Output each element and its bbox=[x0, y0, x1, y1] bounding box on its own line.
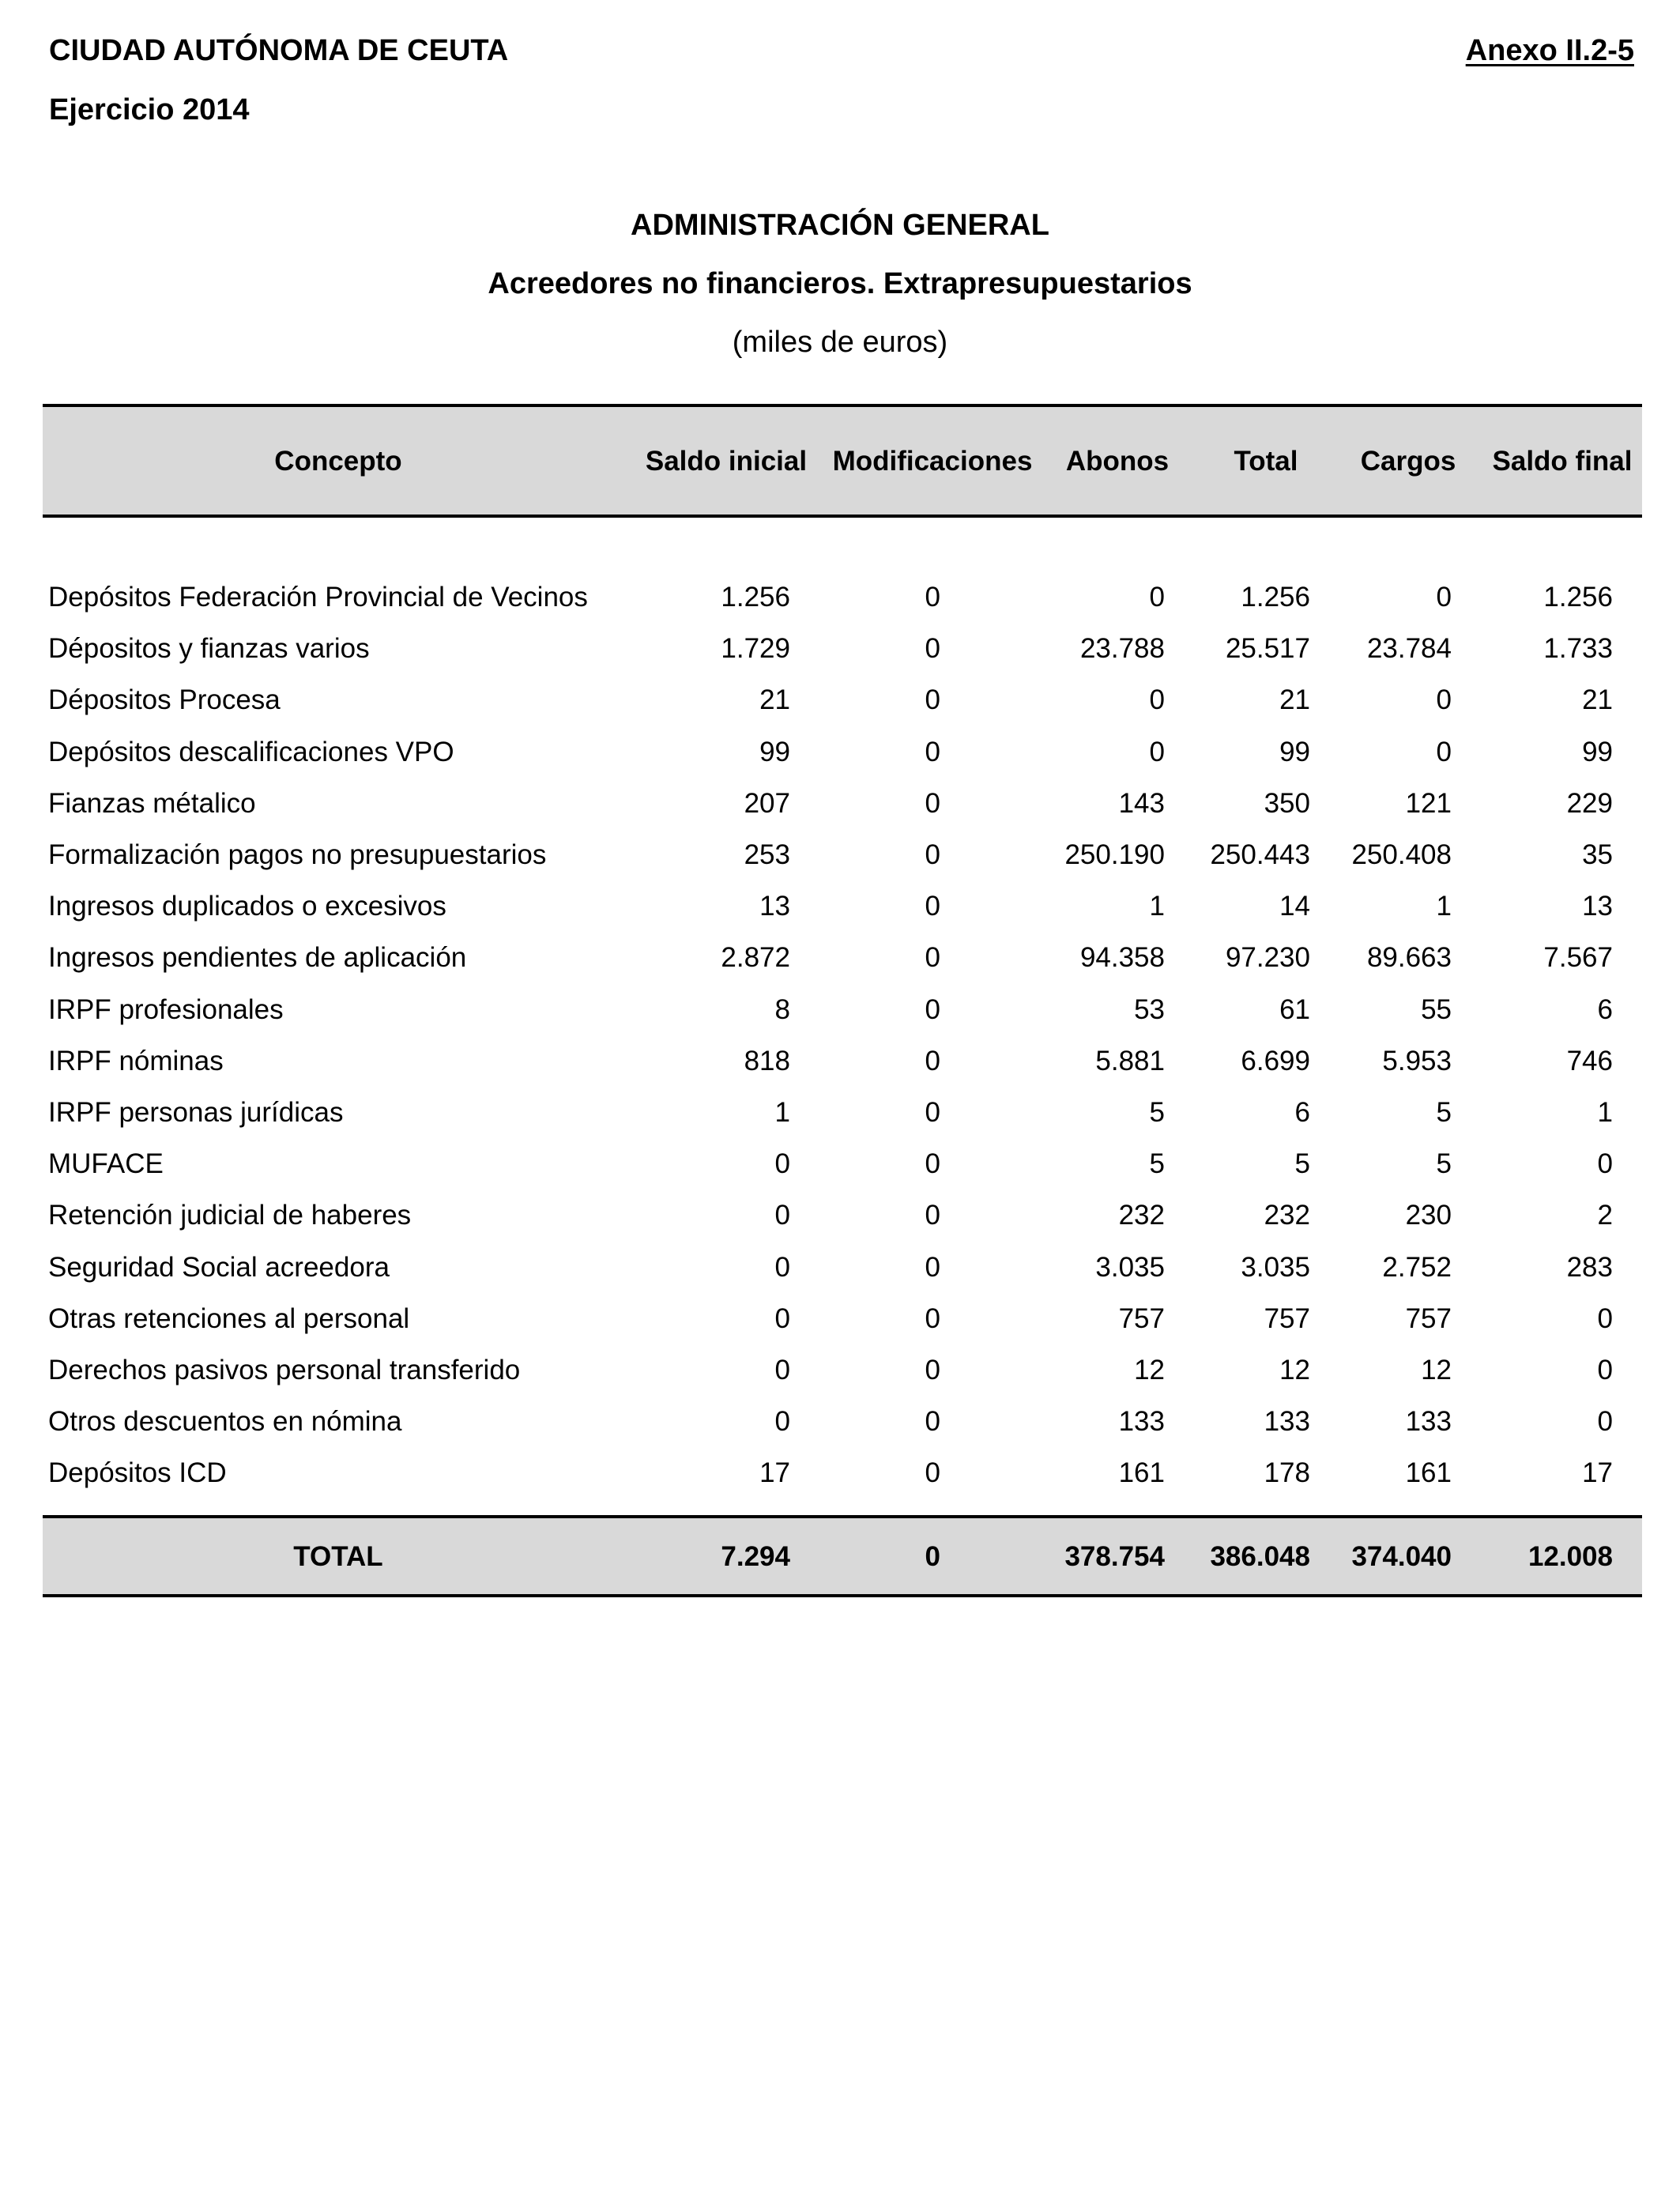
cell-total: 99 bbox=[1279, 737, 1310, 767]
cell-abonos: 1 bbox=[1149, 891, 1165, 922]
column-header-total: Total bbox=[1234, 446, 1298, 477]
cell-cargos: 757 bbox=[1405, 1303, 1452, 1334]
cell-abonos: 23.788 bbox=[1079, 633, 1165, 664]
cell-saldo-inicial: 0 bbox=[774, 1200, 790, 1231]
cell-modificaciones: 0 bbox=[925, 1457, 940, 1488]
cell-saldo-final: 229 bbox=[1566, 788, 1613, 819]
row-label: Seguridad Social acreedora bbox=[48, 1252, 390, 1283]
cell-abonos: 53 bbox=[1134, 994, 1165, 1025]
cell-cargos: 133 bbox=[1405, 1406, 1452, 1437]
row-label: Ingresos duplicados o excesivos bbox=[48, 891, 446, 922]
column-header-concepto: Concepto bbox=[274, 446, 402, 477]
cell-saldo-inicial: 1.729 bbox=[721, 633, 790, 664]
cell-modificaciones: 0 bbox=[925, 839, 940, 870]
cell-abonos: 757 bbox=[1118, 1303, 1165, 1334]
cell-abonos: 133 bbox=[1118, 1406, 1165, 1437]
cell-saldo-inicial: 13 bbox=[759, 891, 790, 922]
cell-saldo-inicial: 21 bbox=[759, 684, 790, 715]
cell-abonos: 0 bbox=[1149, 582, 1165, 613]
cell-total: 21 bbox=[1279, 684, 1310, 715]
total-total: 386.048 bbox=[1210, 1541, 1310, 1572]
table-header-rule bbox=[43, 515, 1642, 518]
cell-cargos: 5 bbox=[1436, 1148, 1452, 1179]
row-label: Fianzas métalico bbox=[48, 788, 256, 819]
cell-cargos: 12 bbox=[1421, 1355, 1452, 1385]
cell-saldo-inicial: 2.872 bbox=[721, 942, 790, 973]
cell-cargos: 5 bbox=[1436, 1097, 1452, 1128]
cell-cargos: 23.784 bbox=[1366, 633, 1452, 664]
annex-reference: Anexo II.2-5 bbox=[1465, 34, 1634, 67]
cell-saldo-final: 1.256 bbox=[1543, 582, 1613, 613]
row-label: Depósitos descalificaciones VPO bbox=[48, 737, 454, 767]
cell-total: 3.035 bbox=[1241, 1252, 1310, 1283]
cell-saldo-inicial: 99 bbox=[759, 737, 790, 767]
cell-abonos: 5.881 bbox=[1095, 1046, 1165, 1076]
cell-total: 250.443 bbox=[1210, 839, 1310, 870]
cell-modificaciones: 0 bbox=[925, 582, 940, 613]
row-label: Dépositos y fianzas varios bbox=[48, 633, 370, 664]
cell-saldo-final: 0 bbox=[1597, 1406, 1613, 1437]
cell-saldo-inicial: 0 bbox=[774, 1406, 790, 1437]
cell-total: 133 bbox=[1264, 1406, 1310, 1437]
cell-total: 6 bbox=[1294, 1097, 1310, 1128]
cell-cargos: 230 bbox=[1405, 1200, 1452, 1231]
cell-total: 178 bbox=[1264, 1457, 1310, 1488]
cell-cargos: 55 bbox=[1421, 994, 1452, 1025]
cell-abonos: 143 bbox=[1118, 788, 1165, 819]
cell-saldo-final: 7.567 bbox=[1543, 942, 1613, 973]
cell-total: 14 bbox=[1279, 891, 1310, 922]
cell-cargos: 250.408 bbox=[1351, 839, 1452, 870]
cell-total: 6.699 bbox=[1241, 1046, 1310, 1076]
cell-abonos: 0 bbox=[1149, 737, 1165, 767]
cell-abonos: 232 bbox=[1118, 1200, 1165, 1231]
cell-saldo-inicial: 1.256 bbox=[721, 582, 790, 613]
cell-cargos: 0 bbox=[1436, 684, 1452, 715]
total-abonos: 378.754 bbox=[1064, 1541, 1165, 1572]
cell-saldo-inicial: 0 bbox=[774, 1355, 790, 1385]
cell-cargos: 0 bbox=[1436, 737, 1452, 767]
cell-abonos: 161 bbox=[1118, 1457, 1165, 1488]
column-header-abonos: Abonos bbox=[1065, 446, 1170, 477]
cell-saldo-final: 17 bbox=[1582, 1457, 1613, 1488]
cell-total: 25.517 bbox=[1225, 633, 1310, 664]
cell-total: 350 bbox=[1264, 788, 1310, 819]
cell-abonos: 5 bbox=[1149, 1097, 1165, 1128]
cell-total: 97.230 bbox=[1225, 942, 1310, 973]
row-label: Retención judicial de haberes bbox=[48, 1200, 412, 1231]
row-label: MUFACE bbox=[48, 1148, 164, 1179]
cell-abonos: 94.358 bbox=[1079, 942, 1165, 973]
cell-saldo-inicial: 818 bbox=[744, 1046, 790, 1076]
cell-modificaciones: 0 bbox=[925, 1406, 940, 1437]
cell-saldo-final: 1 bbox=[1597, 1097, 1613, 1128]
cell-cargos: 2.752 bbox=[1382, 1252, 1452, 1283]
cell-abonos: 5 bbox=[1149, 1148, 1165, 1179]
cell-saldo-final: 99 bbox=[1582, 737, 1613, 767]
cell-saldo-final: 1.733 bbox=[1543, 633, 1613, 664]
total-modificaciones: 0 bbox=[925, 1541, 940, 1572]
cell-total: 12 bbox=[1279, 1355, 1310, 1385]
cell-cargos: 161 bbox=[1405, 1457, 1452, 1488]
cell-saldo-inicial: 17 bbox=[759, 1457, 790, 1488]
column-header-saldo-inicial: Saldo inicial bbox=[645, 446, 808, 477]
cell-abonos: 3.035 bbox=[1095, 1252, 1165, 1283]
cell-cargos: 121 bbox=[1405, 788, 1452, 819]
cell-total: 757 bbox=[1264, 1303, 1310, 1334]
column-header-saldo-final: Saldo final bbox=[1492, 446, 1633, 477]
fiscal-year: Ejercicio 2014 bbox=[49, 93, 250, 126]
cell-saldo-inicial: 0 bbox=[774, 1252, 790, 1283]
cell-abonos: 0 bbox=[1149, 684, 1165, 715]
total-saldo-final: 12.008 bbox=[1527, 1541, 1613, 1572]
cell-modificaciones: 0 bbox=[925, 1355, 940, 1385]
cell-modificaciones: 0 bbox=[925, 1148, 940, 1179]
row-label: IRPF profesionales bbox=[48, 994, 284, 1025]
column-header-cargos: Cargos bbox=[1360, 446, 1456, 477]
report-subtitle: Acreedores no financieros. Extrapresupuestarios bbox=[488, 267, 1192, 300]
cell-modificaciones: 0 bbox=[925, 737, 940, 767]
cell-cargos: 0 bbox=[1436, 582, 1452, 613]
row-label: Depósitos ICD bbox=[48, 1457, 227, 1488]
cell-saldo-inicial: 0 bbox=[774, 1148, 790, 1179]
column-header-modificaciones: Modificaciones bbox=[832, 446, 1033, 477]
cell-modificaciones: 0 bbox=[925, 891, 940, 922]
cell-modificaciones: 0 bbox=[925, 1252, 940, 1283]
cell-modificaciones: 0 bbox=[925, 633, 940, 664]
cell-abonos: 250.190 bbox=[1064, 839, 1165, 870]
cell-saldo-final: 2 bbox=[1597, 1200, 1613, 1231]
cell-saldo-final: 746 bbox=[1566, 1046, 1613, 1076]
cell-saldo-final: 283 bbox=[1566, 1252, 1613, 1283]
cell-cargos: 5.953 bbox=[1382, 1046, 1452, 1076]
cell-saldo-inicial: 0 bbox=[774, 1303, 790, 1334]
cell-cargos: 89.663 bbox=[1366, 942, 1452, 973]
row-label: Otros descuentos en nómina bbox=[48, 1406, 402, 1437]
cell-saldo-inicial: 253 bbox=[744, 839, 790, 870]
cell-saldo-final: 13 bbox=[1582, 891, 1613, 922]
report-units: (miles de euros) bbox=[732, 326, 948, 359]
row-label: IRPF personas jurídicas bbox=[48, 1097, 344, 1128]
row-label: Formalización pagos no presupuestarios bbox=[48, 839, 547, 870]
row-label: IRPF nóminas bbox=[48, 1046, 224, 1076]
total-bottom-rule bbox=[43, 1594, 1642, 1597]
cell-modificaciones: 0 bbox=[925, 684, 940, 715]
entity-name: CIUDAD AUTÓNOMA DE CEUTA bbox=[49, 34, 509, 67]
cell-saldo-final: 0 bbox=[1597, 1303, 1613, 1334]
cell-modificaciones: 0 bbox=[925, 1097, 940, 1128]
cell-abonos: 12 bbox=[1134, 1355, 1165, 1385]
total-label: TOTAL bbox=[293, 1541, 383, 1572]
cell-total: 232 bbox=[1264, 1200, 1310, 1231]
cell-modificaciones: 0 bbox=[925, 1200, 940, 1231]
cell-saldo-final: 21 bbox=[1582, 684, 1613, 715]
row-label: Dépositos Procesa bbox=[48, 684, 281, 715]
cell-modificaciones: 0 bbox=[925, 942, 940, 973]
cell-modificaciones: 0 bbox=[925, 994, 940, 1025]
cell-modificaciones: 0 bbox=[925, 1046, 940, 1076]
row-label: Ingresos pendientes de aplicación bbox=[48, 942, 467, 973]
cell-modificaciones: 0 bbox=[925, 1303, 940, 1334]
cell-saldo-inicial: 207 bbox=[744, 788, 790, 819]
cell-saldo-final: 0 bbox=[1597, 1355, 1613, 1385]
row-label: Derechos pasivos personal transferido bbox=[48, 1355, 521, 1385]
report-title: ADMINISTRACIÓN GENERAL bbox=[631, 209, 1049, 242]
cell-saldo-inicial: 1 bbox=[774, 1097, 790, 1128]
cell-saldo-final: 35 bbox=[1582, 839, 1613, 870]
total-saldo-inicial: 7.294 bbox=[721, 1541, 790, 1572]
row-label: Otras retenciones al personal bbox=[48, 1303, 410, 1334]
cell-saldo-final: 0 bbox=[1597, 1148, 1613, 1179]
cell-saldo-inicial: 8 bbox=[774, 994, 790, 1025]
cell-total: 1.256 bbox=[1241, 582, 1310, 613]
cell-modificaciones: 0 bbox=[925, 788, 940, 819]
cell-total: 5 bbox=[1294, 1148, 1310, 1179]
row-label: Depósitos Federación Provincial de Vecinos bbox=[48, 582, 588, 613]
cell-total: 61 bbox=[1279, 994, 1310, 1025]
cell-cargos: 1 bbox=[1436, 891, 1452, 922]
total-cargos: 374.040 bbox=[1351, 1541, 1452, 1572]
cell-saldo-final: 6 bbox=[1597, 994, 1613, 1025]
